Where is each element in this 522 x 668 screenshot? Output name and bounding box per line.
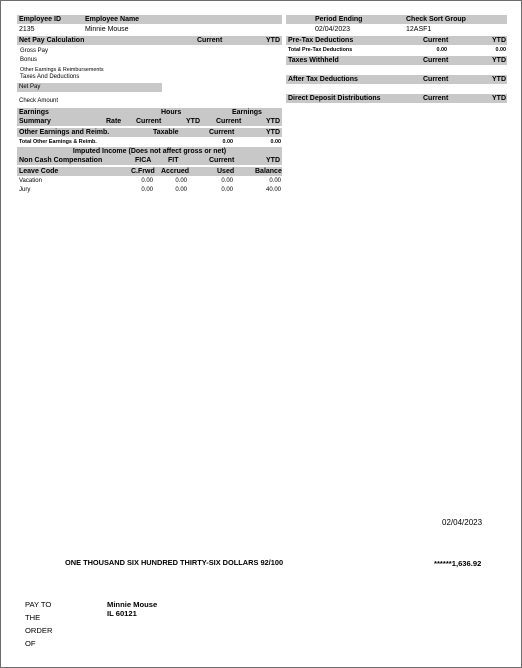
order-label: ORDER: [25, 626, 53, 635]
of-label: OF: [25, 639, 36, 648]
direct-deposit-title: Direct Deposit Distributions: [288, 95, 381, 102]
check-amount: ******1,636.92: [434, 559, 482, 568]
imputed-ytd-label: YTD: [266, 157, 280, 164]
net-pay-label: Net Pay: [19, 84, 41, 90]
pretax-ytd-label: YTD: [492, 37, 506, 44]
imputed-fica-label: FICA: [135, 157, 152, 164]
payee-address: IL 60121: [107, 609, 137, 618]
leave-cfrwd-label: C.Frwd: [131, 168, 155, 175]
employee-id-value: 2135: [19, 26, 35, 33]
net-pay-item: Bonus: [20, 57, 38, 63]
leave-row-balance: 0.00: [269, 178, 281, 184]
after-tax-current-label: Current: [423, 76, 449, 83]
leave-row-used: 0.00: [221, 178, 233, 184]
direct-deposit-current-label: Current: [423, 95, 449, 102]
taxes-current-label: Current: [423, 57, 449, 64]
other-earnings-title: Other Earnings and Reimb.: [19, 129, 110, 136]
other-earnings-total-label: Total Other Earnings & Reimb.: [19, 139, 97, 145]
check-sort-group-value: 12ASF1: [406, 26, 432, 33]
earnings-ytd2-label: YTD: [266, 118, 280, 125]
net-pay-title: Net Pay Calculation: [19, 37, 85, 44]
leave-row-used: 0.00: [221, 187, 233, 193]
leave-accrued-label: Accrued: [161, 168, 190, 175]
leave-row-code: Jury: [19, 187, 31, 193]
earnings-title: Earnings: [19, 109, 49, 116]
payee-name: Minnie Mouse: [107, 600, 158, 609]
imputed-current-label: Current: [209, 157, 235, 164]
net-pay-item: Other Earnings & Reimbursements: [20, 67, 104, 73]
leave-row-accrued: 0.00: [175, 178, 187, 184]
pretax-title: Pre-Tax Deductions: [288, 37, 354, 44]
net-pay-item: Gross Pay: [20, 48, 49, 54]
earnings-ytd-label: YTD: [186, 118, 200, 125]
check-sort-group-label: Check Sort Group: [406, 16, 466, 23]
leave-used-label: Used: [217, 168, 235, 175]
after-tax-ytd-label: YTD: [492, 76, 506, 83]
leave-row-cfrwd: 0.00: [141, 187, 153, 193]
direct-deposit-ytd-label: YTD: [492, 95, 506, 102]
leave-row-balance: 40.00: [265, 187, 281, 193]
other-earnings-total-ytd: 0.00: [270, 139, 281, 145]
check-amount-label: Check Amount: [19, 98, 59, 104]
earnings-earnings-label: Earnings: [232, 109, 262, 116]
other-earnings-ytd-label: YTD: [266, 129, 280, 136]
leave-row-accrued: 0.00: [175, 187, 187, 193]
employee-id-label: Employee ID: [19, 16, 62, 23]
earnings-rate-label: Rate: [106, 118, 122, 125]
period-ending-value: 02/04/2023: [315, 26, 351, 33]
check-amount-words: ONE THOUSAND SIX HUNDRED THIRTY-SIX DOLLARS 92/100: [65, 558, 284, 567]
pretax-total-current: 0.00: [436, 47, 447, 53]
check-date: 02/04/2023: [442, 518, 483, 527]
taxes-ytd-label: YTD: [492, 57, 506, 64]
employee-name-label: Employee Name: [85, 16, 140, 23]
imputed-title: Imputed Income (Does not affect gross or net): [72, 148, 227, 155]
pay-to-label: PAY TO: [25, 600, 52, 609]
leave-row-code: Vacation: [19, 178, 42, 184]
period-ending-label: Period Ending: [315, 16, 363, 23]
net-pay-ytd-label: YTD: [266, 37, 280, 44]
pretax-current-label: Current: [423, 37, 449, 44]
other-earnings-current-label: Current: [209, 129, 235, 136]
earnings-hours-label: Hours: [161, 109, 182, 116]
the-label: THE: [25, 613, 41, 622]
leave-balance-label: Balance: [255, 168, 282, 175]
pretax-total-label: Total Pre-Tax Deductions: [288, 47, 353, 53]
other-earnings-taxable-label: Taxable: [153, 129, 179, 136]
imputed-fit-label: FIT: [168, 157, 179, 164]
imputed-non-cash-label: Non Cash Compensation: [19, 157, 103, 164]
net-pay-current-label: Current: [197, 37, 223, 44]
pretax-total-ytd: 0.00: [495, 47, 506, 53]
earnings-summary-label: Summary: [19, 118, 51, 125]
employee-name-value: Minnie Mouse: [85, 26, 129, 33]
after-tax-title: After Tax Deductions: [288, 76, 358, 83]
earnings-current2-label: Current: [216, 118, 242, 125]
leave-row-cfrwd: 0.00: [141, 178, 153, 184]
taxes-title: Taxes Withheld: [288, 57, 339, 64]
earnings-current-label: Current: [136, 118, 162, 125]
leave-code-label: Leave Code: [19, 168, 59, 175]
other-earnings-total-current: 0.00: [222, 139, 233, 145]
net-pay-item: Taxes And Deductions: [20, 74, 80, 80]
